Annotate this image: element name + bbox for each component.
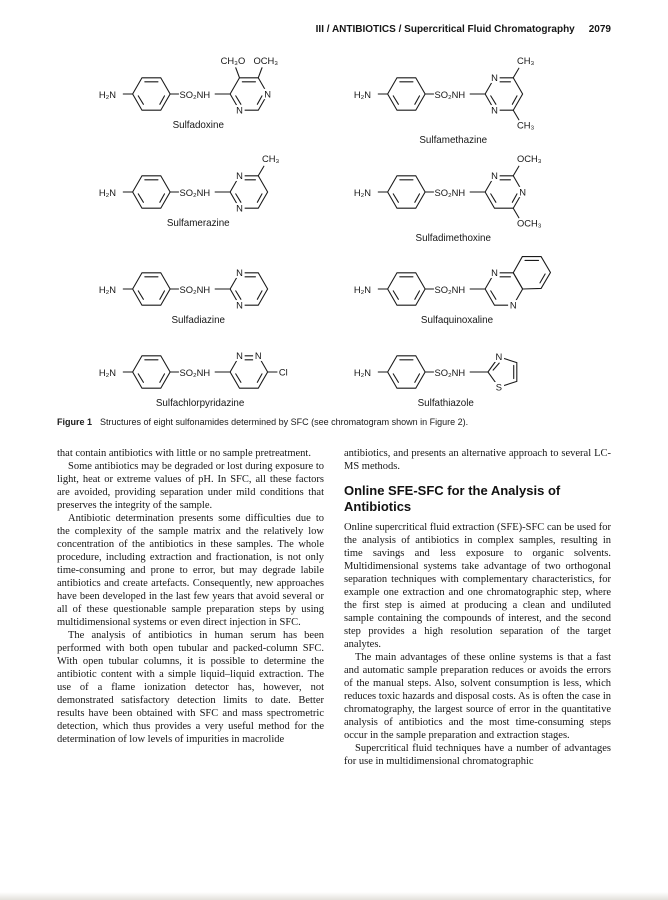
amine-label: H₂N [98, 367, 117, 378]
body-text [57, 447, 611, 768]
amine-label: H₂N [353, 89, 372, 100]
methoxy-label: OCH₃ [517, 153, 542, 164]
methoxy-label: CH₃O [220, 56, 246, 66]
amine-label: H₂N [98, 284, 117, 295]
figure-caption-label: Figure 1 [57, 417, 93, 427]
ring-nitrogen-label: N [236, 350, 243, 361]
page-bottom-edge [0, 892, 668, 900]
sulfadiazine-structure-drawing [97, 244, 322, 327]
sulfonamide-label: SO₂NH [179, 89, 211, 100]
amine-label: H₂N [98, 187, 117, 198]
paragraph: The main advantages of these online systems is that a fast and automatic sample preparation reduces or avoids the errors of the manual steps. Also, solvent consumption is less, which reduces toxic hazards and disposal costs. As is often the case in chromatography, the largest source of error in the quantitative analysis of antibiotics and the most time-consuming steps occur in the sample preparation and extraction stages. [344, 652, 611, 741]
compound-name: Sulfadiazine [171, 314, 226, 326]
sulfonamide-label: SO₂NH [434, 284, 466, 295]
sulfonamide-label: SO₂NH [434, 187, 466, 198]
chlorine-label: Cl [278, 366, 288, 377]
sulfonamide-label: SO₂NH [179, 284, 211, 295]
sulfonamide-label: SO₂NH [434, 367, 466, 378]
paragraph: Some antibiotics may be degraded or lost during exposure to light, heat or extreme values of pH. In SFC, all these factors are avoided, providing separation under mild conditions that preserves the integrity of the sample. [57, 461, 324, 511]
ring-nitrogen-label: N [254, 350, 262, 361]
figure-caption [57, 417, 611, 427]
paragraph: The analysis of antibiotics in human serum has been performed with both open tubular and packed-column SFC. With open tubular columns, it is possible to determine the antibiotic content with a simple liquid–liquid extraction. The use of a flame ionization detector has, however, not demonstrated satisfactory detection limits to date. Better results have been obtained with SFC and mass spectrometric detection, which thus provides a very useful method for the determination of low levels of impurities in macrolide [57, 630, 324, 745]
figure-structures [97, 49, 611, 409]
compound-sulfachlorpyridazine [97, 327, 322, 410]
ring-nitrogen-label: N [236, 300, 243, 311]
compound-name: Sulfamethazine [419, 134, 488, 146]
compound-sulfaquinoxaline [352, 244, 577, 327]
methoxy-label: OCH₃ [253, 56, 279, 66]
ring-sulfur-label: S [495, 381, 503, 392]
sulfonamide-label: SO₂NH [434, 89, 466, 100]
paragraph: Online supercritical fluid extraction (SFE)-SFC can be used for the analysis of antibiotics in complex samples, resulting in time savings and less exposure to organic solvents. Multidimensional systems take advantage of two orthogonal separation techniques with complementary characteristics, for example one extraction and one chromatographic step, where the first step is aimed at producing a clean and undiluted sample containing the compounds of interest, and the second step provides a high resolution separation of the target analytes. [344, 522, 611, 650]
amine-label: H₂N [98, 89, 117, 100]
ring-nitrogen-label: N [264, 89, 272, 100]
compound-name: Sulfathiazole [417, 397, 474, 409]
sulfonamide-label: SO₂NH [179, 187, 211, 198]
section-heading: Online SFE-SFC for the Analysis of Antibiotics [344, 483, 561, 514]
compound-sulfadoxine [97, 49, 322, 147]
ring-nitrogen-label: N [236, 170, 243, 181]
compound-sulfadiazine [97, 244, 322, 327]
ring-nitrogen-label: N [491, 170, 498, 181]
paragraph: antibiotics, and presents an alternative approach to several LC-MS methods. [344, 448, 611, 472]
sulfachlorpyridazine-structure-drawing [97, 327, 322, 410]
sulfamerazine-structure-drawing [97, 147, 322, 230]
bond-lines [378, 257, 550, 306]
ring-nitrogen-label: N [491, 73, 498, 84]
methyl-label: CH₃ [262, 153, 280, 164]
sulfaquinoxaline-structure-drawing [352, 244, 577, 327]
compound-name: Sulfadimethoxine [415, 232, 491, 244]
ring-nitrogen-label: N [519, 186, 527, 197]
paragraph: that contain antibiotics with little or no sample pretreatment. [57, 448, 311, 459]
amine-label: H₂N [353, 187, 372, 198]
ring-nitrogen-label: N [495, 351, 503, 362]
compound-sulfamethazine [352, 49, 577, 147]
left-column [57, 447, 324, 768]
sulfamethazine-structure-drawing [352, 49, 577, 147]
sulfadimethoxine-structure-drawing [352, 147, 577, 245]
right-column [344, 447, 611, 768]
ring-nitrogen-label: N [236, 203, 243, 213]
compound-name: Sulfamerazine [166, 217, 230, 229]
compound-sulfathiazole [352, 327, 577, 410]
amine-label: H₂N [353, 367, 372, 378]
sulfathiazole-structure-drawing [352, 327, 577, 410]
methyl-label: CH₃ [517, 120, 535, 131]
ring-nitrogen-label: N [236, 105, 243, 116]
ring-nitrogen-label: N [491, 105, 498, 116]
running-header [57, 24, 611, 35]
paragraph: Antibiotic determination presents some difficulties due to the complexity of the sample matrix and the relatively low concentration of the antibiotics in these samples. The whole procedure, including extraction and fractionation, is not only time-consuming and prone to error, but may degrade labile antibiotics and create artefacts. Consequently, new approaches have been developed in the last few years that avoid several or all of these questionable sample preparation steps by using multidimensional systems or even direct injection in SFC. [57, 513, 324, 628]
ring-nitrogen-label: N [509, 300, 517, 311]
ring-nitrogen-label: N [236, 268, 243, 279]
paragraph: Supercritical fluid techniques have a number of advantages for use in multidimensional chromatographic [344, 743, 611, 767]
compound-name: Sulfachlorpyridazine [155, 397, 245, 409]
compound-sulfadimethoxine [352, 147, 577, 245]
page-number: 2079 [588, 24, 611, 35]
amine-label: H₂N [353, 284, 372, 295]
running-title: III / ANTIBIOTICS / Supercritical Fluid Chromatography [315, 24, 575, 35]
figure-caption-text: Structures of eight sulfonamides determined by SFC (see chromatogram shown in Figure 2). [100, 417, 469, 427]
sulfadoxine-structure-drawing [97, 49, 322, 132]
sulfonamide-label: SO₂NH [179, 367, 211, 378]
compound-sulfamerazine [97, 147, 322, 245]
compound-name: Sulfadoxine [172, 119, 224, 131]
compound-name: Sulfaquinoxaline [420, 314, 494, 326]
methoxy-label: OCH₃ [517, 218, 542, 229]
ring-nitrogen-label: N [491, 268, 498, 279]
methyl-label: CH₃ [517, 56, 535, 66]
